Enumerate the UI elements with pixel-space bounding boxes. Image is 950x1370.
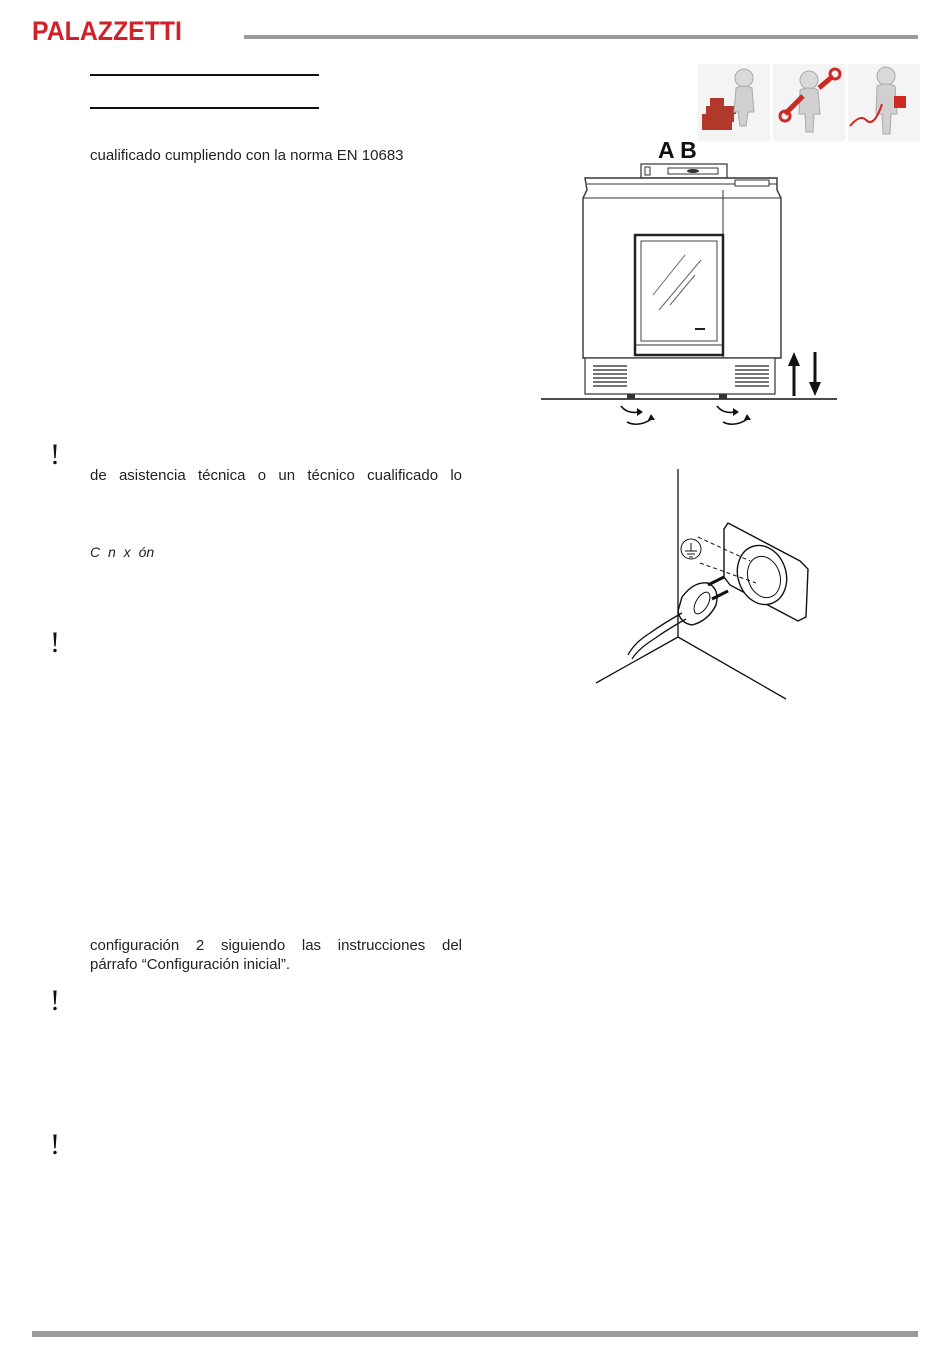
warning-symbol-2: ! [50,626,60,659]
footer-rule [32,1331,918,1337]
paragraph-configuration-line2: párrafo “Configuración inicial”. [90,956,291,973]
header-rule [244,35,918,39]
paragraph-norm: cualificado cumpliendo con la norma EN 10683 [90,147,404,164]
plug-worker-icon [848,64,920,141]
brand-logo: PALAZZETTI [32,16,182,46]
warning-symbol-1: ! [50,438,60,471]
stove-label-ab: A B [658,137,697,163]
paragraph-technician: de asistencia técnica o un técnico cualificado lo [90,467,462,484]
warning-symbol-3: ! [50,984,60,1017]
plug-figure [590,465,820,705]
subheading-connection: C n x ón [90,544,155,560]
paragraph-configuration-line1: configuración 2 siguiendo las instrucciones del [90,937,462,954]
warning-symbol-4: ! [50,1128,60,1161]
title-underline-2 [90,107,319,109]
title-underline-1 [90,74,319,76]
stove-figure [535,130,845,435]
